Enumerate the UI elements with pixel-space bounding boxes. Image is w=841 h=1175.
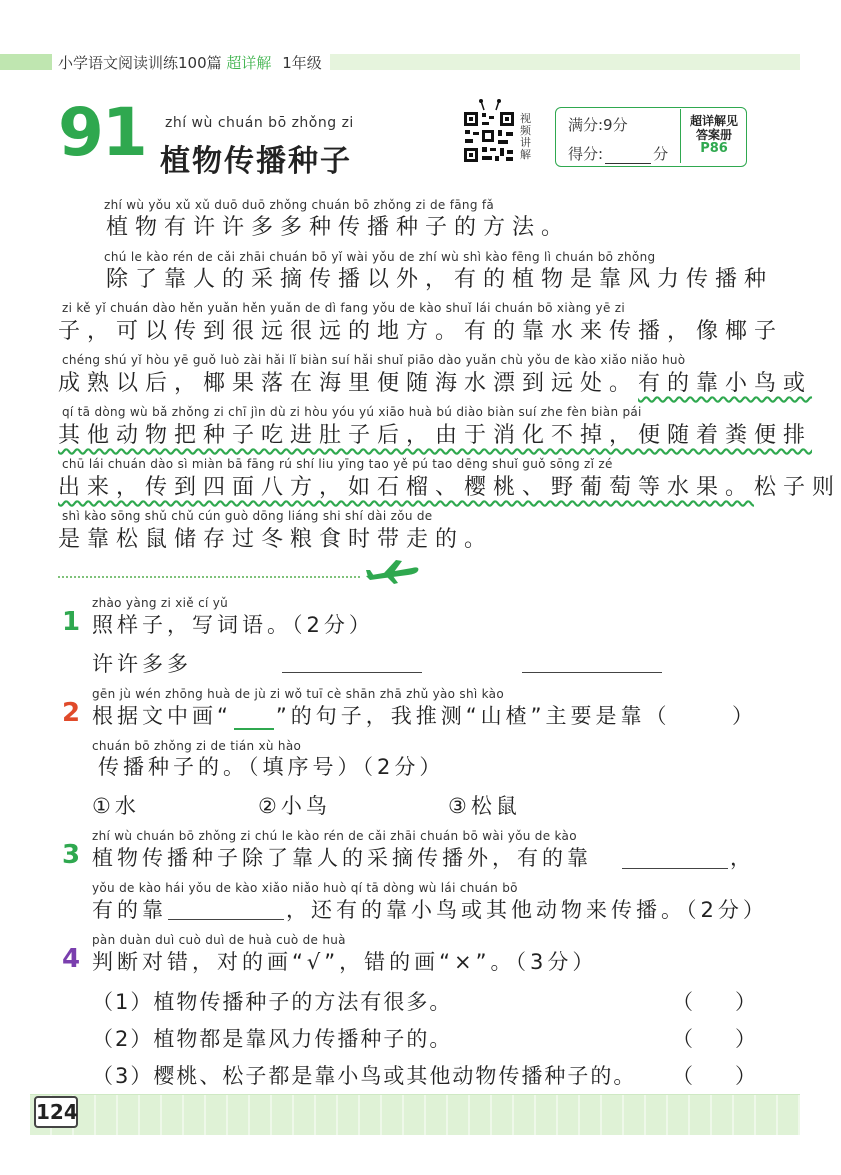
book-header [58, 52, 322, 73]
q2-option-3: ③松鼠 [448, 794, 521, 818]
page-number: 124 [34, 1096, 78, 1128]
q2-text-2: 传播种子的。（填序号）（2分） [98, 755, 445, 779]
q1-answer-blank-1[interactable] [282, 672, 422, 673]
book-grade: 1年级 [282, 54, 322, 72]
q2-option-1: ①水 [92, 794, 140, 818]
q3-pinyin: zhí wù chuán bō zhǒng zi chú le kào rén de cǎi zhāi chuán bō wài yǒu de kào [92, 829, 577, 843]
section-divider [58, 576, 360, 578]
passage-line-1: 植物有许许多多种传播种子的方法。 [106, 215, 571, 240]
q3-pinyin-2: yǒu de kào hái yǒu de kào xiǎo niǎo huò qí tā dòng wù lái chuán bō [92, 881, 518, 895]
q4-item-2: （2）植物都是靠风力传播种子的。 [92, 1027, 453, 1051]
passage-pinyin-2: chú le kào rén de cǎi zhāi chuán bō yǐ wài yǒu de zhí wù shì kào fēng lì chuán bō zhǒng [104, 250, 656, 264]
q1-pinyin: zhào yàng zi xiě cí yǔ [92, 596, 229, 610]
book-title: 小学语文阅读训练100篇 [58, 54, 222, 72]
q3-text-2b: ，还有的靠小鸟或其他动物来传播。（2分） [286, 898, 768, 922]
q2-wavy-sample [234, 710, 274, 730]
q1-answer-blank-2[interactable] [522, 672, 662, 673]
passage-line-5 [58, 418, 812, 449]
q2-option-2: ②小鸟 [258, 794, 331, 818]
q4-pinyin: pàn duàn duì cuò duì de huà cuò de huà [92, 933, 346, 947]
q2-text-a: 根据文中画“ [92, 704, 232, 728]
answer-page: P86 [700, 141, 728, 156]
q3-answer-blank-2[interactable] [168, 919, 284, 920]
header-strip-right [330, 54, 800, 70]
answer-line1: 超详解见 [689, 114, 738, 128]
score-line [568, 143, 668, 164]
passage-line-4 [58, 366, 812, 397]
q4-text: 判断对错，对的画“√”，错的画“×”。（3分） [92, 950, 598, 974]
answer-reference [684, 114, 744, 156]
q3-text: 植物传播种子除了靠人的采摘传播外，有的靠 [92, 846, 592, 870]
passage-pinyin-7: shì kào sōng shǔ chǔ cún guò dōng liáng shi shí dài zǒu de [62, 509, 433, 523]
lesson-title: 植物传播种子 [160, 144, 352, 179]
score-blank[interactable] [605, 149, 651, 164]
q1-number: 1 [62, 607, 81, 637]
full-score: 满分:9分 [568, 116, 628, 134]
passage-line-4-marked: 有的靠小鸟或 [638, 371, 813, 396]
q4-item-3: （3）樱桃、松子都是靠小鸟或其他动物传播种子的。 [92, 1064, 637, 1088]
q2-text [92, 700, 671, 730]
tv-antenna-icon [478, 98, 502, 112]
passage-line-4-plain: 成熟以后，椰果落在海里便随海水漂到远处。 [58, 371, 639, 396]
passage-line-2: 除了靠人的采摘传播以外，有的植物是靠风力传播种 [106, 267, 774, 292]
score-divider [680, 109, 681, 163]
q2-text-b: ”的句子，我推测“山楂”主要是靠（ [275, 704, 671, 728]
q1-text: 照样子，写词语。（2分） [92, 613, 374, 637]
footer-strip [30, 1094, 800, 1135]
score-unit: 分 [653, 145, 669, 163]
q4-item-2-answer[interactable]: （ ） [672, 1027, 756, 1051]
passage-pinyin-5: qí tā dòng wù bǎ zhǒng zi chī jìn dù zi hòu yóu yú xiāo huà bú diào biàn suí zhe fèn biàn pái [62, 405, 642, 419]
book-highlight: 超详解 [226, 54, 272, 72]
passage-pinyin-1: zhí wù yǒu xǔ xǔ duō duō zhǒng chuán bō zhǒng zi de fāng fǎ [104, 198, 495, 212]
q2-pinyin: gēn jù wén zhōng huà de jù zi wǒ tuī cè shān zhā zhǔ yào shì kào [92, 687, 504, 701]
passage-line-5-marked: 其他动物把种子吃进肚子后，由于消化不掉，便随着粪便排 [58, 423, 813, 448]
score-label: 得分: [568, 145, 604, 163]
q3-answer-blank-1[interactable] [622, 868, 728, 869]
q2-pinyin-2: chuán bō zhǒng zi de tián xù hào [92, 739, 302, 753]
q4-item-1: （1）植物传播种子的方法有很多。 [92, 990, 453, 1014]
title-pinyin: zhí wù chuán bō zhǒng zi [165, 115, 354, 131]
passage-pinyin-4: chéng shú yǐ hòu yē guǒ luò zài hǎi lǐ biàn suí hǎi shuǐ piāo dào yuǎn chù yǒu de kào xiǎo niǎo huò [62, 353, 686, 367]
video-label: 视频讲解 [520, 112, 531, 161]
lesson-number: 91 [58, 94, 146, 171]
passage-line-6 [58, 470, 841, 501]
passage-line-6-plain: 松子则 [754, 475, 841, 500]
passage-line-7: 是靠松鼠储存过冬粮食时带走的。 [58, 527, 494, 552]
q1-example: 许许多多 [92, 652, 192, 676]
q4-item-1-answer[interactable]: （ ） [672, 990, 756, 1014]
passage-line-3: 子，可以传到很远很远的地方。有的靠水来传播，像椰子 [58, 319, 784, 344]
qr-code-icon[interactable] [462, 110, 516, 164]
q4-number: 4 [62, 944, 81, 974]
q3-comma: ， [730, 846, 755, 870]
q2-number: 2 [62, 698, 81, 728]
airplane-icon [362, 556, 422, 586]
answer-line2: 答案册 [695, 128, 732, 142]
q4-item-3-answer[interactable]: （ ） [672, 1064, 756, 1088]
passage-pinyin-3: zi kě yǐ chuán dào hěn yuǎn hěn yuǎn de dì fang yǒu de kào shuǐ lái chuán bō xiàng yē zi [62, 301, 625, 315]
header-strip-left [0, 54, 52, 70]
q3-text-2a: 有的靠 [92, 898, 167, 922]
passage-pinyin-6: chū lái chuán dào sì miàn bā fāng rú shí liu yīng tao yě pú tao dēng shuǐ guǒ sōng zǐ zé [62, 457, 613, 471]
passage-line-6-marked: 出来，传到四面八方，如石榴、樱桃、野葡萄等水果。 [58, 475, 755, 500]
q3-number: 3 [62, 840, 81, 870]
q2-paren-close[interactable]: ） [732, 704, 753, 728]
